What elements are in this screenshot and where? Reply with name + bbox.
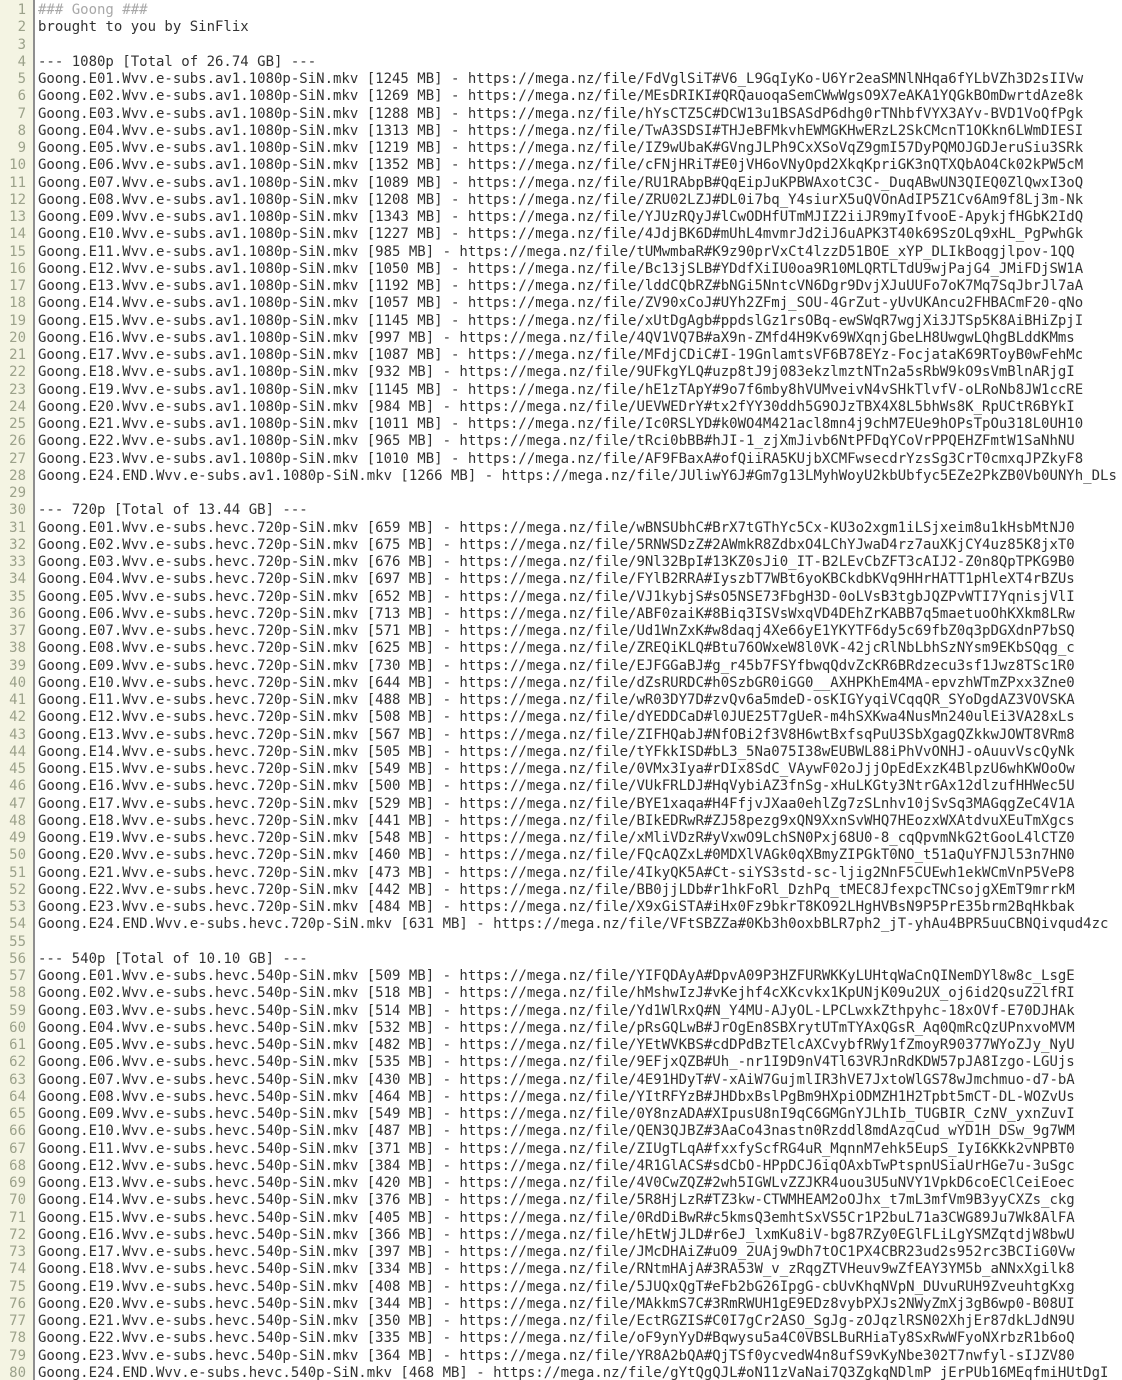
line-number: 4 xyxy=(17,53,26,70)
line-text: Goong.E01.Wvv.e-subs.hevc.720p-SiN.mkv [659 MB] - https://mega.nz/file/wBNSUbhC#BrX7tGThYc5Cx-KU3o2xgm1iLSjxeim8u1kHsbMtNJ0 xyxy=(38,519,1075,536)
line-number: 49 xyxy=(9,830,26,846)
line-number: 62 xyxy=(9,1054,26,1071)
line-number: 78 xyxy=(9,1330,26,1347)
code-line xyxy=(0,813,1122,830)
line-text: Goong.E16.Wvv.e-subs.hevc.720p-SiN.mkv [500 MB] - https://mega.nz/file/VUkFRLDJ#HqVybiAZ3fnSg-xHuLKGty3NtrGAx12dlzufHHWec5U xyxy=(38,778,1075,795)
line-text: Goong.E20.Wvv.e-subs.hevc.720p-SiN.mkv [460 MB] - https://mega.nz/file/FQcAQZxL#0MDXlVAGk0qXBmyZIPGkT0NO_t51aQuYFNJl53n7HN0 xyxy=(38,847,1075,864)
line-number: 33 xyxy=(9,554,26,570)
line-number: 23 xyxy=(9,381,26,398)
line-text: Goong.E14.Wvv.e-subs.av1.1080p-SiN.mkv [1057 MB] - https://mega.nz/file/ZV90xCoJ#UYh2ZFmj_SOU-4GrZut-yUvUKAncu2FHBACmF20-qNo xyxy=(38,295,1084,312)
line-text: Goong.E21.Wvv.e-subs.hevc.540p-SiN.mkv [350 MB] - https://mega.nz/file/EctRGZIS#C0I7gCr2ASO_SgJg-zOJqzlRSN02XhjEr87dkLJdN9U xyxy=(38,1313,1075,1329)
line-text: Goong.E17.Wvv.e-subs.hevc.540p-SiN.mkv [397 MB] - https://mega.nz/file/JMcDHAiZ#uO9_2UAj9wDh7tOC1PX4CBR23ud2s952rc3BCIiG0Vw xyxy=(38,1244,1075,1260)
line-number: 41 xyxy=(9,692,26,708)
code-line xyxy=(0,244,1122,261)
line-number: 58 xyxy=(9,985,26,1002)
code-line xyxy=(0,761,1122,778)
code-line xyxy=(0,778,1122,795)
line-text: Goong.E19.Wvv.e-subs.av1.1080p-SiN.mkv [1145 MB] - https://mega.nz/file/hE1zTApY#9o7f6mby8hVUMveivN4vSHkTlvfV-oLRoNb8JW1ccRE xyxy=(38,381,1084,398)
line-text: Goong.E16.Wvv.e-subs.av1.1080p-SiN.mkv [997 MB] - https://mega.nz/file/4QV1VQ7B#aX9n-ZMfd4H9Kv69WXqnjGbeLH8UwgwLQhgBLddKMms xyxy=(38,329,1075,346)
line-text: Goong.E08.Wvv.e-subs.hevc.720p-SiN.mkv [625 MB] - https://mega.nz/file/ZREQiKLQ#Btu76OWxeW8l0VK-42jcRlNbLbhSzNYsm9EKbSQqg_c xyxy=(38,640,1075,657)
line-number: 65 xyxy=(9,1106,26,1122)
code-line xyxy=(0,658,1122,675)
line-text: Goong.E24.END.Wvv.e-subs.hevc.720p-SiN.mkv [631 MB] - https://mega.nz/file/VFtSBZZa#0Kb3h0oxbBLR7ph2_jT-yhAu4BPR5uuCBNQivqud4zc xyxy=(38,916,1109,933)
code-line xyxy=(0,1003,1122,1020)
code-line xyxy=(0,157,1122,174)
code-line xyxy=(0,2,1122,19)
line-number: 71 xyxy=(9,1209,26,1226)
code-line xyxy=(0,520,1122,537)
code-line xyxy=(0,192,1122,209)
code-line xyxy=(0,934,1122,951)
code-line xyxy=(0,175,1122,192)
line-number: 50 xyxy=(9,847,26,864)
line-text: Goong.E22.Wvv.e-subs.av1.1080p-SiN.mkv [965 MB] - https://mega.nz/file/tRci0bBB#hJI-1_zjXmJivb6NtPFDqYCoVrPPQEHZFmtW1SaNhNU xyxy=(38,433,1075,450)
line-text: Goong.E22.Wvv.e-subs.hevc.720p-SiN.mkv [442 MB] - https://mega.nz/file/BB0jjLDb#r1hkFoRl_DzhPq_tMEC8JfexpcTNCsojgXEmT9mrrkM xyxy=(38,881,1075,898)
line-number: 3 xyxy=(17,36,26,53)
line-text: Goong.E07.Wvv.e-subs.hevc.540p-SiN.mkv [430 MB] - https://mega.nz/file/4E91HDyT#V-xAiW7GujmlIR3hVE7JxtoWlGS78wJmchmuo-d7-bA xyxy=(38,1071,1075,1088)
line-number: 67 xyxy=(9,1140,26,1157)
line-number: 28 xyxy=(9,467,26,484)
line-number: 11 xyxy=(9,174,26,191)
line-text: Goong.E17.Wvv.e-subs.av1.1080p-SiN.mkv [1087 MB] - https://mega.nz/file/MFdjCDiC#I-19GnlamtsVF6B78EYz-FocjataK69RToyB0wFehMc xyxy=(38,347,1084,363)
line-text: Goong.E04.Wvv.e-subs.hevc.540p-SiN.mkv [532 MB] - https://mega.nz/file/pRsGQLwB#JrOgEn8SBXrytUTmTYAxQGsR_Aq0QmRcQzUPnxvoMVM xyxy=(38,1019,1075,1036)
line-number: 38 xyxy=(9,640,26,657)
code-line xyxy=(0,589,1122,606)
code-line xyxy=(0,882,1122,899)
code-line xyxy=(0,468,1122,485)
code-line xyxy=(0,209,1122,226)
code-line xyxy=(0,416,1122,433)
line-text: Goong.E02.Wvv.e-subs.hevc.720p-SiN.mkv [675 MB] - https://mega.nz/file/5RNWSDzZ#2AWmkR8ZdbxO4LChYJwaD4rz7auXKjCY4uz85K8jxT0 xyxy=(38,536,1075,553)
line-text: Goong.E01.Wvv.e-subs.hevc.540p-SiN.mkv [509 MB] - https://mega.nz/file/YIFQDAyA#DpvA09P3HZFURWKKyLUHtqWaCnQINemDYl8w8c_LsgE xyxy=(38,968,1075,984)
code-line xyxy=(0,1261,1122,1278)
code-line xyxy=(0,37,1122,54)
code-line xyxy=(0,502,1122,519)
line-number: 21 xyxy=(9,347,26,363)
code-line xyxy=(0,675,1122,692)
line-text: Goong.E11.Wvv.e-subs.hevc.720p-SiN.mkv [488 MB] - https://mega.nz/file/wR03DY7D#zvQv6a5mdeD-osKIGYyqiVCqqQR_SYoDgdAZ3VOVSKA xyxy=(38,692,1075,708)
code-line xyxy=(0,865,1122,882)
line-number: 34 xyxy=(9,571,26,588)
line-number: 26 xyxy=(9,433,26,450)
line-number: 48 xyxy=(9,812,26,829)
code-line xyxy=(0,295,1122,312)
line-text: Goong.E08.Wvv.e-subs.hevc.540p-SiN.mkv [464 MB] - https://mega.nz/file/YItRFYzB#JHDbxBslPgBm9HXpiODMZH1H2Tpbt5mCT-DL-WOZvUs xyxy=(38,1088,1075,1105)
line-number: 54 xyxy=(9,916,26,933)
line-number: 80 xyxy=(9,1364,26,1380)
line-number: 53 xyxy=(9,899,26,915)
line-number: 31 xyxy=(9,519,26,536)
line-number: 22 xyxy=(9,364,26,381)
line-number: 13 xyxy=(9,209,26,225)
line-text: Goong.E09.Wvv.e-subs.av1.1080p-SiN.mkv [1343 MB] - https://mega.nz/file/YJUzRQyJ#lCwODHfUTmMJIZ2iiJR9myIfvooE-ApykjfHGbK2IdQ xyxy=(38,209,1084,225)
code-line xyxy=(0,796,1122,813)
line-text: Goong.E15.Wvv.e-subs.hevc.720p-SiN.mkv [549 MB] - https://mega.nz/file/0VMx3Iya#rDIx8SdC_VAywF02oJjjOpEdExzK4BlpzU6whKWOoOw xyxy=(38,761,1075,777)
line-number: 37 xyxy=(9,623,26,639)
line-text: Goong.E06.Wvv.e-subs.av1.1080p-SiN.mkv [1352 MB] - https://mega.nz/file/cFNjHRiT#E0jVH6oVNyOpd2XkqKpriGK3nQTXQbAO4Ck02kPW5cM xyxy=(38,157,1084,174)
line-text: Goong.E02.Wvv.e-subs.av1.1080p-SiN.mkv [1269 MB] - https://mega.nz/file/MEsDRIKI#QRQauoqaSemCWwWgsO9X7eAKA1YQGkBOmDwrtdAze8k xyxy=(38,88,1084,105)
line-number: 46 xyxy=(9,778,26,795)
code-line xyxy=(0,451,1122,468)
line-text: Goong.E16.Wvv.e-subs.hevc.540p-SiN.mkv [366 MB] - https://mega.nz/file/hEtWjJLD#r6eJ_lxmKu8iV-bg87RZy0EGlFLiLgYSMZqtdjW8bwU xyxy=(38,1226,1075,1243)
code-line xyxy=(0,1175,1122,1192)
code-line xyxy=(0,606,1122,623)
line-number: 1 xyxy=(17,2,26,18)
line-text: Goong.E15.Wvv.e-subs.hevc.540p-SiN.mkv [405 MB] - https://mega.nz/file/0RdDiBwR#c5kmsQ3emhtSxVS5Cr1P2buL71a3CWG89Ju7Wk8AlFA xyxy=(38,1209,1075,1226)
code-line xyxy=(0,899,1122,916)
line-number: 42 xyxy=(9,709,26,726)
line-text: Goong.E22.Wvv.e-subs.hevc.540p-SiN.mkv [335 MB] - https://mega.nz/file/oF9ynYyD#Bqwysu5a4C0VBSLBuRHiaTy8SxRwWFyoNXrbzR1b6oQ xyxy=(38,1330,1075,1347)
line-number: 30 xyxy=(9,502,26,519)
code-line xyxy=(0,485,1122,502)
line-text: Goong.E23.Wvv.e-subs.hevc.720p-SiN.mkv [484 MB] - https://mega.nz/file/X9xGiSTA#iHx0Fz9bkrT8KO92LHgHVBsN9P5PrE35brm2BqHkbak xyxy=(38,899,1075,915)
code-line xyxy=(0,19,1122,36)
line-number: 44 xyxy=(9,743,26,760)
line-text: Goong.E12.Wvv.e-subs.hevc.540p-SiN.mkv [384 MB] - https://mega.nz/file/4R1GlACS#sdCbO-HPpDCJ6iqOAxbTwPtspnUSiaUrHGe7u-3uSgc xyxy=(38,1157,1075,1174)
line-number: 29 xyxy=(9,485,26,501)
code-line xyxy=(0,640,1122,657)
line-number: 55 xyxy=(9,933,26,950)
code-line xyxy=(0,709,1122,726)
line-number: 2 xyxy=(17,19,26,36)
code-line xyxy=(0,106,1122,123)
line-text: Goong.E01.Wvv.e-subs.av1.1080p-SiN.mkv [1245 MB] - https://mega.nz/file/FdVglSiT#V6_L9GqIyKo-U6Yr2eaSMNlNHqa6fYLbVZh3D2sIIVw xyxy=(38,71,1084,87)
code-line xyxy=(0,123,1122,140)
code-line xyxy=(0,1279,1122,1296)
line-number: 16 xyxy=(9,260,26,277)
line-number: 74 xyxy=(9,1261,26,1278)
line-text: Goong.E21.Wvv.e-subs.av1.1080p-SiN.mkv [1011 MB] - https://mega.nz/file/Ic0RSLYD#k0WO4M421acl8mn4j9chM7EUe9hOPsTpOu318L0UH10 xyxy=(38,416,1084,432)
line-number: 45 xyxy=(9,761,26,777)
line-number: 32 xyxy=(9,536,26,553)
line-number: 51 xyxy=(9,864,26,881)
code-line xyxy=(0,1123,1122,1140)
code-line xyxy=(0,571,1122,588)
line-number: 63 xyxy=(9,1071,26,1088)
line-text: Goong.E24.END.Wvv.e-subs.av1.1080p-SiN.mkv [1266 MB] - https://mega.nz/file/JUliwY6J#Gm7g13LMyhWoyU2kbUbfyc5EZe2PkZB0Vb0UNYh_DLs xyxy=(38,467,1117,484)
line-text: Goong.E11.Wvv.e-subs.hevc.540p-SiN.mkv [371 MB] - https://mega.nz/file/ZIUgTLqA#fxxfyScfRG4uR_MqnnM7ehk5EupS_IyI6KKk2vNPBT0 xyxy=(38,1140,1075,1157)
line-text: Goong.E09.Wvv.e-subs.hevc.540p-SiN.mkv [549 MB] - https://mega.nz/file/0Y8nzADA#XIpusU8nI9qC6GMGnYJLhIb_TUGBIR_CzNV_yxnZuvI xyxy=(38,1106,1075,1122)
line-text: Goong.E18.Wvv.e-subs.av1.1080p-SiN.mkv [932 MB] - https://mega.nz/file/9UFkgYLQ#uzp8tJ9j083ekzlmztNTn2a5sRbW9kO9sVmBlnARjgI xyxy=(38,364,1075,381)
line-number: 56 xyxy=(9,950,26,967)
line-number: 18 xyxy=(9,295,26,312)
line-number: 19 xyxy=(9,312,26,329)
code-line xyxy=(0,88,1122,105)
line-text: Goong.E20.Wvv.e-subs.av1.1080p-SiN.mkv [984 MB] - https://mega.nz/file/UEVWEDrY#tx2fYY30ddh5G9OJzTBX4X8L5bhWs8K_RpUCtR6BYkI xyxy=(38,398,1075,415)
code-line xyxy=(0,1054,1122,1071)
line-number: 52 xyxy=(9,881,26,898)
line-number: 24 xyxy=(9,398,26,415)
code-line xyxy=(0,847,1122,864)
line-text: Goong.E13.Wvv.e-subs.av1.1080p-SiN.mkv [1192 MB] - https://mega.nz/file/lddCQbRZ#bNGi5NntcVN6Dgr9DvjXJuUUFo7oK7Mq7SqJbrJl7aA xyxy=(38,278,1084,294)
code-line xyxy=(0,1365,1122,1380)
line-number: 60 xyxy=(9,1019,26,1036)
line-number: 61 xyxy=(9,1037,26,1053)
line-number: 64 xyxy=(9,1088,26,1105)
code-line xyxy=(0,1020,1122,1037)
code-line xyxy=(0,1348,1122,1365)
line-text: Goong.E14.Wvv.e-subs.hevc.540p-SiN.mkv [376 MB] - https://mega.nz/file/5R8HjLzR#TZ3kw-CTWMHEAM2oOJhx_t7mL3mfVm9B3yyCXZs_ckg xyxy=(38,1192,1075,1209)
code-line xyxy=(0,1141,1122,1158)
code-line xyxy=(0,140,1122,157)
line-number: 25 xyxy=(9,416,26,432)
line-number: 47 xyxy=(9,795,26,812)
code-line xyxy=(0,226,1122,243)
line-text: Goong.E12.Wvv.e-subs.hevc.720p-SiN.mkv [508 MB] - https://mega.nz/file/dYEDDCaD#l0JUE25T7gUeR-m4hSXKwa4NusMn240ulEi3VA28xLs xyxy=(38,709,1075,726)
code-line xyxy=(0,1330,1122,1347)
line-number: 79 xyxy=(9,1347,26,1364)
line-text: Goong.E05.Wvv.e-subs.av1.1080p-SiN.mkv [1219 MB] - https://mega.nz/file/IZ9wUbaK#GVngJLPh9CxXSoVqZ9gmI57DyPQMOJGDJeruSiu3SRk xyxy=(38,140,1084,156)
line-number: 6 xyxy=(17,88,26,105)
line-text: Goong.E06.Wvv.e-subs.hevc.720p-SiN.mkv [713 MB] - https://mega.nz/file/ABF0zaiK#8Biq3ISVsWxqVD4DEhZrKABB7q5maetuoOhKXkm8LRw xyxy=(38,605,1075,622)
code-line xyxy=(0,1227,1122,1244)
code-line xyxy=(0,399,1122,416)
code-line xyxy=(0,951,1122,968)
line-text: brought to you by SinFlix xyxy=(38,19,249,36)
line-number: 77 xyxy=(9,1313,26,1329)
line-text: Goong.E14.Wvv.e-subs.hevc.720p-SiN.mkv [505 MB] - https://mega.nz/file/tYFkkISD#bL3_5Na075I38wEUBWL88iPhVvONHJ-oAuuvVscQyNk xyxy=(38,743,1075,760)
line-text: Goong.E20.Wvv.e-subs.hevc.540p-SiN.mkv [344 MB] - https://mega.nz/file/MAkkmS7C#3RmRWUH1gE9EDz8vybPXJs2NWyZmXj3gB6wp0-B08UI xyxy=(38,1295,1075,1312)
line-text: --- 720p [Total of 13.44 GB] --- xyxy=(38,502,308,519)
line-number: 39 xyxy=(9,657,26,674)
line-text: Goong.E05.Wvv.e-subs.hevc.540p-SiN.mkv [482 MB] - https://mega.nz/file/YEtWVKBS#cdDPdBzTElcAXCvybfRWy1fZmoyR90377WYoZJy_NyU xyxy=(38,1037,1075,1053)
line-number: 57 xyxy=(9,968,26,984)
code-line xyxy=(0,1037,1122,1054)
code-line xyxy=(0,727,1122,744)
code-line xyxy=(0,364,1122,381)
line-text: Goong.E10.Wvv.e-subs.hevc.540p-SiN.mkv [487 MB] - https://mega.nz/file/QEN3QJBZ#3AaCo43nastn0Rzddl8mdAzqCud_wYD1H_DSw_9g7WM xyxy=(38,1123,1075,1140)
line-number: 35 xyxy=(9,588,26,605)
line-text: Goong.E06.Wvv.e-subs.hevc.540p-SiN.mkv [535 MB] - https://mega.nz/file/9EFjxQZB#Uh_-nr1I9D9nV4Tl63VRJnRdKDW57pJA8Izgo-LGUjs xyxy=(38,1054,1075,1071)
line-text: Goong.E13.Wvv.e-subs.hevc.720p-SiN.mkv [567 MB] - https://mega.nz/file/ZIFHQabJ#NfOBi2f3V8H6wtBxfsqPuU3SbXgagQZkkwJOWT8VRm8 xyxy=(38,726,1075,743)
line-text: Goong.E07.Wvv.e-subs.av1.1080p-SiN.mkv [1089 MB] - https://mega.nz/file/RU1RAbpB#QqEipJuKPBWAxotC3C-_DuqABwUN3QIEQ0ZlQwxI3oQ xyxy=(38,174,1084,191)
code-line xyxy=(0,54,1122,71)
line-text: Goong.E19.Wvv.e-subs.hevc.540p-SiN.mkv [408 MB] - https://mega.nz/file/5JUQxQgT#eFb2bG26IpgG-cbUvKhqNVpN_DUvuRUH9ZveuhtgKxg xyxy=(38,1278,1075,1295)
line-text: --- 1080p [Total of 26.74 GB] --- xyxy=(38,53,317,70)
code-line xyxy=(0,830,1122,847)
line-text: Goong.E03.Wvv.e-subs.av1.1080p-SiN.mkv [1288 MB] - https://mega.nz/file/hYsCTZ5C#DCW13u1BSASdP6dhg0rTNhbfVYX3AYv-BVD1VoQfPgk xyxy=(38,105,1084,122)
line-number: 8 xyxy=(17,122,26,139)
line-number: 5 xyxy=(17,71,26,87)
code-line xyxy=(0,968,1122,985)
line-number: 15 xyxy=(9,243,26,260)
line-number: 17 xyxy=(9,278,26,294)
line-text: Goong.E03.Wvv.e-subs.hevc.540p-SiN.mkv [514 MB] - https://mega.nz/file/Yd1WlRxQ#N_Y4MU-AJyOL-LPCLwxkZthpyhc-18xOVf-E70DJHAk xyxy=(38,1002,1075,1019)
code-line xyxy=(0,313,1122,330)
line-text: Goong.E09.Wvv.e-subs.hevc.720p-SiN.mkv [730 MB] - https://mega.nz/file/EJFGGaBJ#g_r45b7FSYfbwqQdvZcKR6BRdzecu3sf1Jwz8TSc1R0 xyxy=(38,657,1075,674)
line-text: Goong.E10.Wvv.e-subs.av1.1080p-SiN.mkv [1227 MB] - https://mega.nz/file/4JdjBK6D#mUhL4mvmrJd2iJ6uAPK3T40k69SzOLq9xHL_PgPwhGk xyxy=(38,226,1084,243)
code-line xyxy=(0,692,1122,709)
line-text: Goong.E04.Wvv.e-subs.hevc.720p-SiN.mkv [697 MB] - https://mega.nz/file/FYlB2RRA#IyszbT7WBt6yoKBCkdbKVq9HHrHATT1pHleXT4rBZUs xyxy=(38,571,1075,588)
line-text: Goong.E19.Wvv.e-subs.hevc.720p-SiN.mkv [548 MB] - https://mega.nz/file/xMliVDzR#yVxwO9LchSN0Pxj68U0-8_cqQpvmNkG2tGooL4lCTZ0 xyxy=(38,830,1075,846)
line-text: Goong.E24.END.Wvv.e-subs.hevc.540p-SiN.mkv [468 MB] - https://mega.nz/file/gYtQgQJL#oN11zVaNai7Q3ZgkqNDlmP_jErPUb16MEqfmiHUtDgI xyxy=(38,1364,1109,1380)
line-text: Goong.E18.Wvv.e-subs.hevc.720p-SiN.mkv [441 MB] - https://mega.nz/file/BIkEDRwR#ZJ58pezg9xQN9XxnSvWHQ7HEozxWXAtdvuXEuTmXgcs xyxy=(38,812,1075,829)
code-line xyxy=(0,623,1122,640)
code-line xyxy=(0,1244,1122,1261)
line-text: Goong.E21.Wvv.e-subs.hevc.720p-SiN.mkv [473 MB] - https://mega.nz/file/4IkyQK5A#Ct-siYS3std-sc-ljig2NnF5CUEwh1ekWCmVnP5VeP8 xyxy=(38,864,1075,881)
code-line xyxy=(0,382,1122,399)
code-line xyxy=(0,537,1122,554)
line-number: 68 xyxy=(9,1157,26,1174)
line-number: 59 xyxy=(9,1002,26,1019)
line-number: 12 xyxy=(9,191,26,208)
code-line xyxy=(0,1313,1122,1330)
line-text: Goong.E02.Wvv.e-subs.hevc.540p-SiN.mkv [518 MB] - https://mega.nz/file/hMshwIzJ#vKejhf4cXKcvkx1KpUNjK09u2UX_oj6id2QsuZ2lfRI xyxy=(38,985,1075,1002)
line-text: Goong.E05.Wvv.e-subs.hevc.720p-SiN.mkv [652 MB] - https://mega.nz/file/VJ1kybjS#sO5NSE73FbgH3D-0oLVsB3tgbJQZPvWTI7YqnisjVlI xyxy=(38,588,1075,605)
line-number: 14 xyxy=(9,226,26,243)
code-line xyxy=(0,71,1122,88)
line-number: 9 xyxy=(17,140,26,156)
line-text: Goong.E04.Wvv.e-subs.av1.1080p-SiN.mkv [1313 MB] - https://mega.nz/file/TwA3SDSI#THJeBFMkvhEWMGKHwERzL2SkCMcnT1OKkn6LWmDIESI xyxy=(38,122,1084,139)
line-number: 75 xyxy=(9,1278,26,1295)
line-text: Goong.E03.Wvv.e-subs.hevc.720p-SiN.mkv [676 MB] - https://mega.nz/file/9Nl32BpI#13KZ0sJi0_IT-B2LEvCbZFT3cAIJ2-Z0n8QpTPKG9B0 xyxy=(38,554,1075,570)
line-number: 27 xyxy=(9,450,26,467)
code-line xyxy=(0,554,1122,571)
code-line xyxy=(0,1210,1122,1227)
line-text: Goong.E08.Wvv.e-subs.av1.1080p-SiN.mkv [1208 MB] - https://mega.nz/file/ZRU02LZJ#DL0i7bq_Y4siurX5uQVOnAdIP5Z1Cv6Am9f8Lj3m-Nk xyxy=(38,191,1084,208)
line-number: 40 xyxy=(9,674,26,691)
line-number: 73 xyxy=(9,1244,26,1260)
code-line xyxy=(0,433,1122,450)
line-number: 76 xyxy=(9,1295,26,1312)
line-text: Goong.E18.Wvv.e-subs.hevc.540p-SiN.mkv [334 MB] - https://mega.nz/file/RNtmHAjA#3RA53W_v_zRqgZTVHeuv9wZfEAY3YM5b_aNNxXgilk8 xyxy=(38,1261,1075,1278)
line-number: 10 xyxy=(9,157,26,174)
code-line xyxy=(0,278,1122,295)
code-line xyxy=(0,1192,1122,1209)
line-number: 72 xyxy=(9,1226,26,1243)
code-line xyxy=(0,261,1122,278)
line-number: 7 xyxy=(17,105,26,122)
code-line xyxy=(0,1158,1122,1175)
line-number: 70 xyxy=(9,1192,26,1209)
line-text: Goong.E23.Wvv.e-subs.hevc.540p-SiN.mkv [364 MB] - https://mega.nz/file/YR8A2bQA#QjTSf0ycvedW4n8ufS9vKyNbe302T7nwfyl-sIJZV80 xyxy=(38,1347,1075,1364)
code-line xyxy=(0,1072,1122,1089)
code-line xyxy=(0,916,1122,933)
line-text: ### Goong ### xyxy=(38,2,148,18)
code-line xyxy=(0,347,1122,364)
line-text: --- 540p [Total of 10.10 GB] --- xyxy=(38,950,308,967)
line-number: 66 xyxy=(9,1123,26,1140)
line-number: 20 xyxy=(9,329,26,346)
line-text: Goong.E12.Wvv.e-subs.av1.1080p-SiN.mkv [1050 MB] - https://mega.nz/file/Bc13jSLB#YDdfXiIU0oa9R10MLQRTLTdU9wjPajG4_JMiFDjSW1A xyxy=(38,260,1084,277)
line-text: Goong.E10.Wvv.e-subs.hevc.720p-SiN.mkv [644 MB] - https://mega.nz/file/dZsRURDC#h0SzbGR0iGG0__AXHPKhEm4MA-epvzhWTmZPxx3Zne0 xyxy=(38,674,1075,691)
line-text: Goong.E13.Wvv.e-subs.hevc.540p-SiN.mkv [420 MB] - https://mega.nz/file/4V0CwZQZ#2wh5IGWLvZZJKR4uou3U5uNVY1VpkD6coEClCeiEoec xyxy=(38,1175,1075,1191)
line-number: 69 xyxy=(9,1175,26,1191)
line-text: Goong.E07.Wvv.e-subs.hevc.720p-SiN.mkv [571 MB] - https://mega.nz/file/Ud1WnZxK#w8daqj4Xe66yE1YKYTF6dy5c69fbZ0q3pDGXdnP7bSQ xyxy=(38,623,1075,639)
code-line xyxy=(0,1089,1122,1106)
line-text: Goong.E15.Wvv.e-subs.av1.1080p-SiN.mkv [1145 MB] - https://mega.nz/file/xUtDgAgb#ppdslGz1rsOBq-ewSWqR7wgjXi3JTSp5K8AiBHiZpjI xyxy=(38,312,1084,329)
code-line xyxy=(0,1106,1122,1123)
line-number: 43 xyxy=(9,726,26,743)
line-text: Goong.E11.Wvv.e-subs.av1.1080p-SiN.mkv [985 MB] - https://mega.nz/file/tUMwmbaR#K9z90prVxCt4lzzD51BOE_xYP_DLIkBoqgjlpov-1QQ xyxy=(38,243,1075,260)
code-line xyxy=(0,1296,1122,1313)
code-line xyxy=(0,330,1122,347)
line-text: Goong.E23.Wvv.e-subs.av1.1080p-SiN.mkv [1010 MB] - https://mega.nz/file/AF9FBaxA#ofQiiRA5KUjbXCMFwsecdrYzsSg3CrT0cmxqJPZkyF8 xyxy=(38,450,1084,467)
code-line xyxy=(0,985,1122,1002)
line-number: 36 xyxy=(9,605,26,622)
code-line xyxy=(0,744,1122,761)
line-text: Goong.E17.Wvv.e-subs.hevc.720p-SiN.mkv [529 MB] - https://mega.nz/file/BYE1xaqa#H4FfjvJXaa0ehlZg7zSLnhv10jSvSq3MAGqgZeC4V1A xyxy=(38,795,1075,812)
